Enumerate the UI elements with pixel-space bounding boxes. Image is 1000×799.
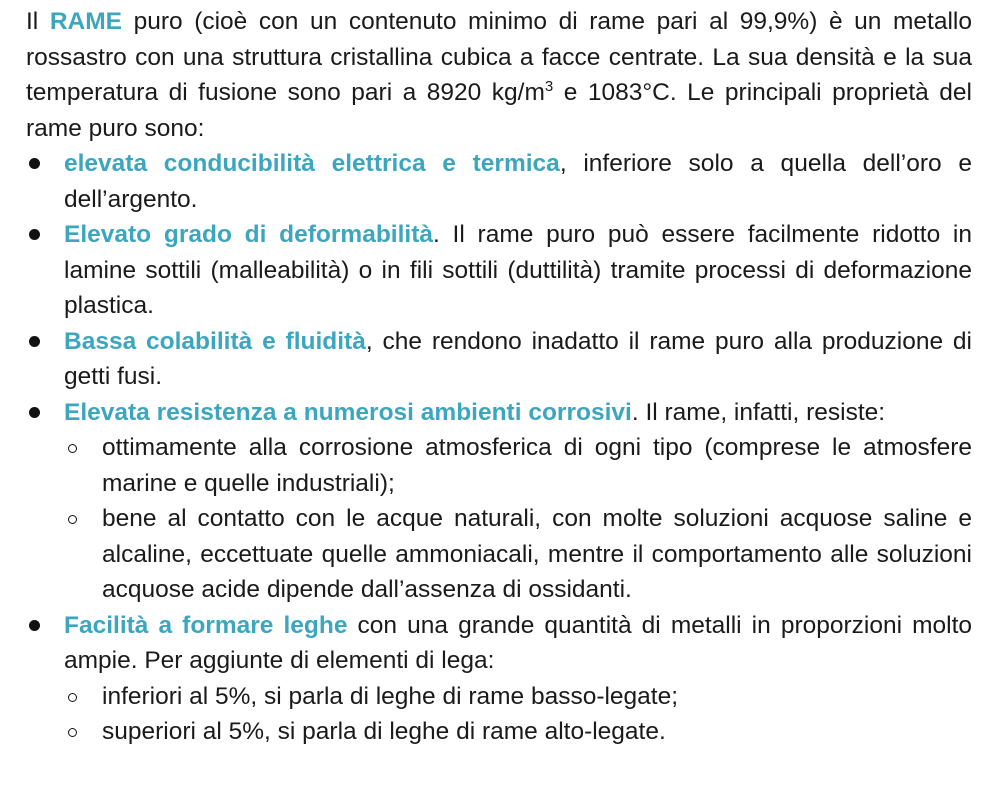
sub-item-text: ottimamente alla corrosione atmosferica di ogni tipo (comprese le atmosfere marine e quelle industriali); [102, 434, 972, 497]
circle-bullet-icon [68, 444, 77, 453]
property-item-deformability [26, 217, 972, 324]
property-title: Bassa colabilità e fluidità [64, 327, 366, 355]
bullet-icon [29, 158, 40, 169]
property-text: , inferiore solo a quella dell’oro e dell’argento. [64, 150, 972, 213]
bullet-icon [29, 620, 40, 631]
property-text: . Il rame, infatti, resiste: [631, 398, 886, 426]
sub-item [64, 430, 972, 501]
property-item-alloys [26, 608, 972, 750]
sub-item [64, 714, 972, 750]
property-text: , che rendono inadatto il rame puro alla produzione di getti fusi. [64, 327, 972, 390]
property-item-castability [26, 324, 972, 395]
circle-bullet-icon [68, 693, 77, 702]
corrosion-sublist [64, 430, 972, 608]
intro-text-main: puro (cioè con un contenuto minimo di rame pari al 99,9%) è un metallo rossastro con una struttura cristallina cubica a facce centrate. La sua densità e la sua temperatura di fusione sono pari a 8920 kg/m [26, 8, 972, 106]
bullet-icon [29, 229, 40, 240]
property-title: elevata conducibilità elettrica e termica [64, 150, 560, 177]
bullet-icon [29, 336, 40, 347]
property-text: con una grande quantità di metalli in proporzioni molto ampie. Per aggiunte di elementi di lega: [64, 611, 973, 674]
document-body [26, 4, 972, 750]
intro-text-end: e 1083°C. Le principali proprietà del rame puro sono: [26, 79, 973, 142]
exponent: 3 [544, 78, 554, 95]
sub-item-text: superiori al 5%, si parla di leghe di rame alto-legate. [102, 718, 666, 745]
sub-item [64, 501, 972, 608]
bullet-icon [29, 407, 40, 418]
property-title: Elevata resistenza a numerosi ambienti corrosivi [64, 398, 632, 426]
alloys-sublist [64, 679, 972, 750]
intro-paragraph [26, 4, 972, 146]
property-title: Facilità a formare leghe [64, 611, 348, 639]
sub-item-text: inferiori al 5%, si parla di leghe di rame basso-legate; [102, 682, 679, 710]
circle-bullet-icon [68, 728, 77, 737]
property-text: . Il rame puro può essere facilmente ridotto in lamine sottili (malleabilità) o in fili sottili (duttilità) tramite processi di deformazione plastica. [64, 221, 973, 319]
intro-text-start: Il [26, 8, 50, 35]
sub-item [64, 679, 972, 715]
property-item-corrosion [26, 395, 972, 608]
property-title: Elevato grado di deformabilità [64, 221, 434, 248]
rame-keyword: RAME [49, 8, 122, 35]
property-item-conductivity [26, 146, 972, 217]
properties-list [26, 146, 972, 750]
circle-bullet-icon [68, 515, 77, 524]
sub-item-text: bene al contatto con le acque naturali, con molte soluzioni acquose saline e alcaline, eccettuate quelle ammoniacali, mentre il comportamento alle soluzioni acquose acide dipende dall’assenza di ossidanti. [102, 505, 972, 603]
